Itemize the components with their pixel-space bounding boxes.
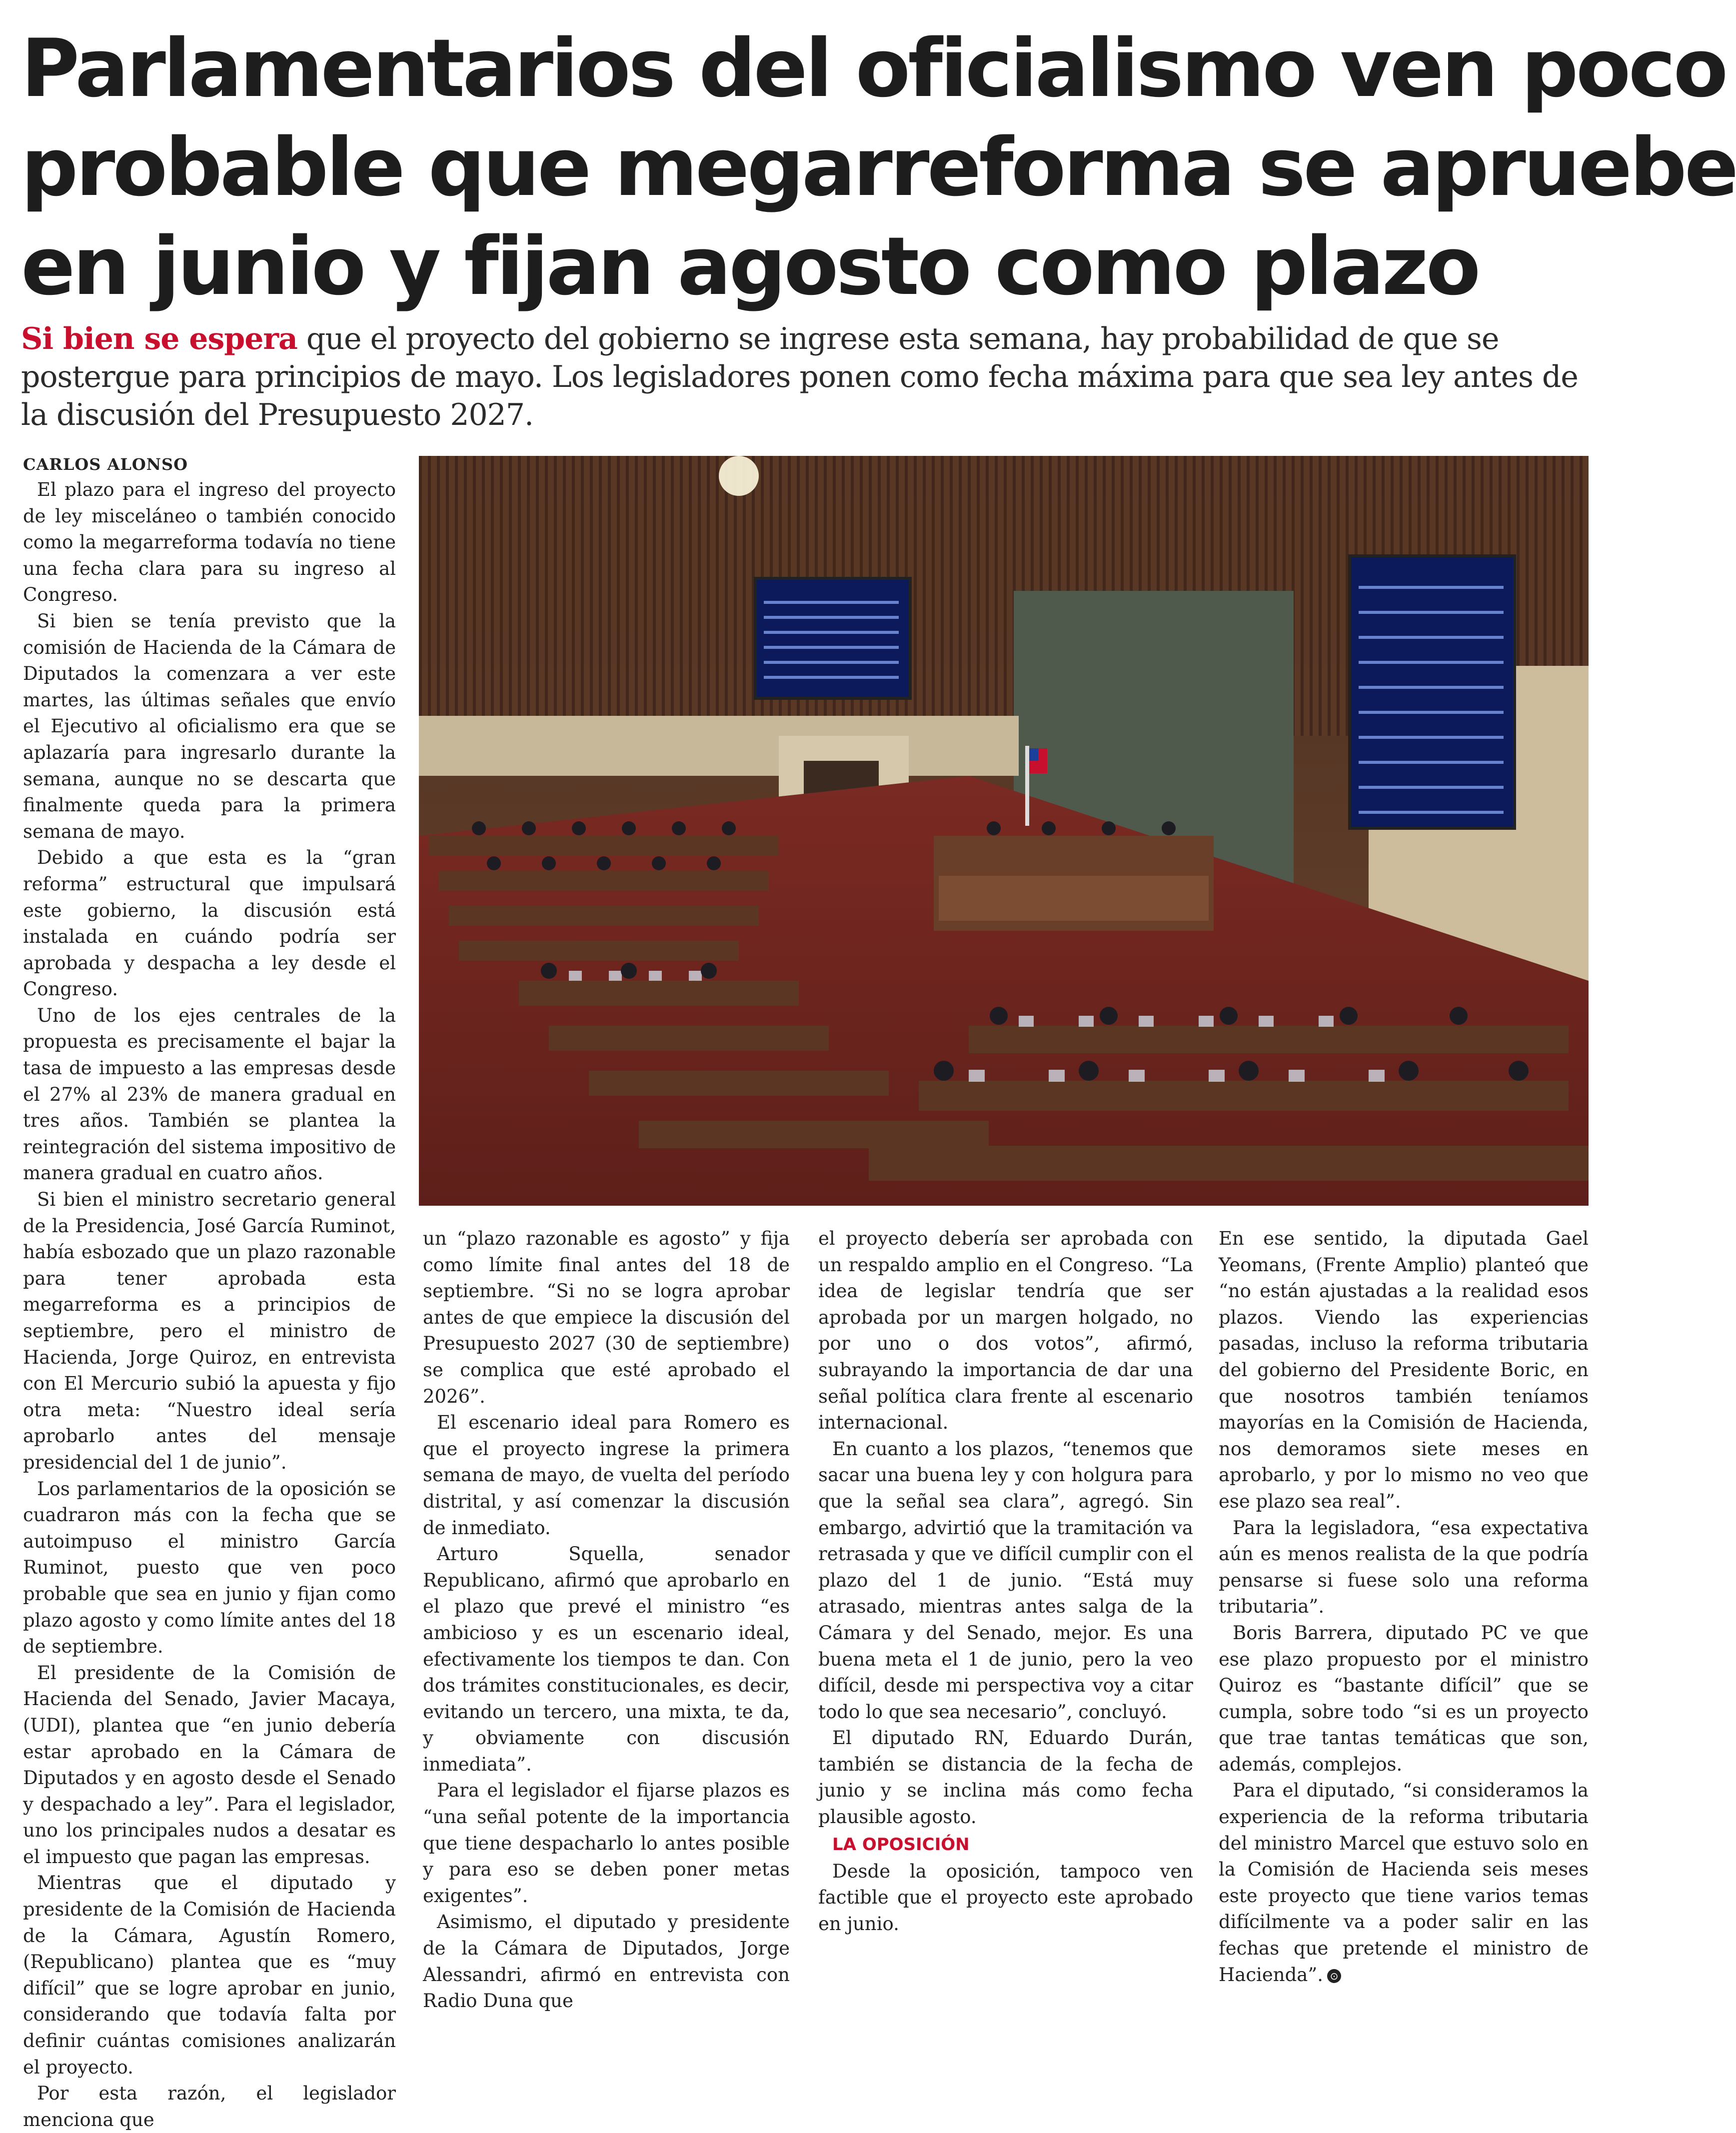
paragraph: El presidente de la Comisión de Hacienda del Senado, Javier Macaya, (UDI), plantea que “en junio debería estar aprobado en la Cámara de Diputados y en agosto desde el Senado y despachado a ley”. Para el legislador, uno los principales nudos a desatar es el impuesto que pagan las empresas.	[23, 1662, 396, 1868]
paragraph-last	[1219, 1778, 1589, 1988]
headline	[21, 19, 1736, 316]
paragraph-text: Para el diputado, “si consideramos la experiencia de la reforma tributaria del ministro Marcel que estuvo solo en la Comisión de Hacienda seis meses este proyecto que tiene varios temas difícilmente va a poder salir en las fechas que pretende el ministro de Hacienda”.	[1219, 1780, 1589, 1986]
paragraph: El escenario ideal para Romero es que el proyecto ingrese la primera semana de mayo, de vuelta del período distrital, y así comenzar la discusión de inmediato.	[423, 1412, 790, 1539]
column-4	[1219, 1226, 1589, 1986]
chamber-photo	[419, 456, 1589, 1206]
paragraph: el proyecto debería ser aprobada con un respaldo amplio en el Congreso. “La idea de legislar tendría que ser aprobada por un margen holgado, no por uno o dos votos”, afirmó, subrayando la importancia de dar una señal política clara frente al escenario internacional.	[818, 1228, 1193, 1434]
column-3	[818, 1226, 1193, 1935]
column-2	[423, 1226, 790, 2012]
paragraph: Asimismo, el diputado y presidente de la Cámara de Diputados, Jorge Alessandri, afirmó en entrevista con Radio Duna que	[423, 1911, 790, 2012]
paragraph: Uno de los ejes centrales de la propuesta es precisamente el bajar la tasa de impuesto a las empresas desde el 27% al 23% de manera gradual en tres años. También se plantea la reintegración del sistema impositivo de manera gradual en cuatro años.	[23, 1004, 396, 1184]
subhead-oposicion: LA OPOSICIÓN	[832, 1834, 970, 1855]
paragraph: Arturo Squella, senador Republicano, afirmó que aprobarlo en el plazo que prevé el ministro “es ambicioso y es un escenario ideal, efectivamente los tiempos te dan. Con dos trámites constitucionales, es decir, evitando un tercero, una mixta, te da, y obviamente con discusión inmediata”.	[423, 1543, 790, 1775]
headline-line-3: en junio y fijan agosto como plazo	[21, 219, 1479, 313]
paragraph: Para el legislador el fijarse plazos es “una señal potente de la importancia que tiene despacharlo lo antes posible y para eso se deben poner metas exigentes”.	[423, 1780, 790, 1907]
paragraph: Desde la oposición, tampoco ven factible que el proyecto este aprobado en junio.	[818, 1860, 1193, 1935]
paragraph: En cuanto a los plazos, “tenemos que sacar una buena ley y con holgura para que la señal sea clara”, agregó. Sin embargo, advirtió que la tramitación va retrasada y que ve difícil cumplir con el plazo del 1 de junio. “Está muy atrasado, mientras antes salga de la Cámara y del Senado, mejor. Es una buena meta el 1 de junio, pero la veo difícil, desde mi perspectiva voy a citar todo lo que sea necesario”, concluyó.	[818, 1438, 1193, 1723]
paragraph: En ese sentido, la diputada Gael Yeomans, (Frente Amplio) planteó que “no están ajustadas a la realidad esos plazos. Viendo las experiencias pasadas, incluso la reforma tributaria del gobierno del Presidente Boric, en que nosotros también teníamos mayorías en la Comisión de Hacienda, nos demoramos siete meses en aprobarlo, y por lo mismo no veo que ese plazo sea real”.	[1219, 1228, 1589, 1512]
deck	[21, 320, 1596, 434]
paragraph: Boris Barrera, diputado PC ve que ese plazo propuesto por el ministro Quiroz es “bastante difícil” que se cumpla, sobre todo “si es un proyecto que trae tantas temáticas que son, además, complejos.	[1219, 1622, 1589, 1775]
column-1	[23, 452, 396, 2131]
paragraph: Los parlamentarios de la oposición se cuadraron más con la fecha que se autoimpuso el ministro García Ruminot, puesto que ven poco probable que sea en junio y fijan como plazo agosto y como límite antes del 18 de septiembre.	[23, 1478, 396, 1658]
chamber-photo-illustration	[419, 456, 1589, 1206]
deck-text: que el proyecto del gobierno se ingrese esta semana, hay probabilidad de que se postergue para principios de mayo. Los legisladores ponen como fecha máxima para que sea ley antes de la discusión del Presupuesto 2027.	[21, 321, 1578, 432]
paragraph: Para la legisladora, “esa expectativa aún es menos realista de la que podría pensarse si fuese solo una reforma tributaria”.	[1219, 1517, 1589, 1618]
end-of-article-icon: ⊙	[1327, 1969, 1341, 1983]
paragraph: El diputado RN, Eduardo Durán, también se distancia de la fecha de junio y se inclina más como fecha plausible agosto.	[818, 1727, 1193, 1828]
paragraph: un “plazo razonable es agosto” y fija como límite final antes del 18 de septiembre. “Si no se logra aprobar antes de que empiece la discusión del Presupuesto 2027 (30 de septiembre) se complica que esté aprobado el 2026”.	[423, 1228, 790, 1407]
paragraph: Debido a que esta es la “gran reforma” estructural que impulsará este gobierno, la discusión está instalada en cuándo podría ser aprobada y despacha a ley desde el Congreso.	[23, 847, 396, 1000]
paragraph: Si bien se tenía previsto que la comisión de Hacienda de la Cámara de Diputados la comenzara a ver este martes, las últimas señales que envío el Ejecutivo al oficialismo era que se aplazaría para ingresarlo durante la semana, aunque no se descarta que finalmente queda para la primera semana de mayo.	[23, 610, 396, 842]
headline-line-2: probable que megarreforma se apruebe	[21, 120, 1736, 214]
paragraph: Mientras que el diputado y presidente de la Comisión de Hacienda de la Cámara, Agustín Romero, (Republicano) plantea que es “muy difícil” que se logre aprobar en junio, considerando que todavía falta por definir cuántas comisiones analizarán el proyecto.	[23, 1872, 396, 2078]
paragraph: Por esta razón, el legislador menciona que	[23, 2083, 396, 2131]
paragraph: El plazo para el ingreso del proyecto de ley misceláneo o también conocido como la megarreforma todavía no tiene una fecha clara para su ingreso al Congreso.	[23, 479, 396, 606]
headline-line-1: Parlamentarios del oficialismo ven poco	[21, 21, 1726, 115]
deck-lead: Si bien se espera	[21, 321, 297, 356]
byline: CARLOS ALONSO	[23, 455, 188, 474]
paragraph: Si bien el ministro secretario general de la Presidencia, José García Ruminot, había esbozado que un plazo razonable para tener aprobada esta megarreforma es a principios de septiembre, pero el ministro de Hacienda, Jorge Quiroz, en entrevista con El Mercurio subió la apuesta y fijo otra meta: “Nuestro ideal sería aprobarlo antes del mensaje presidencial del 1 de junio”.	[23, 1189, 396, 1473]
